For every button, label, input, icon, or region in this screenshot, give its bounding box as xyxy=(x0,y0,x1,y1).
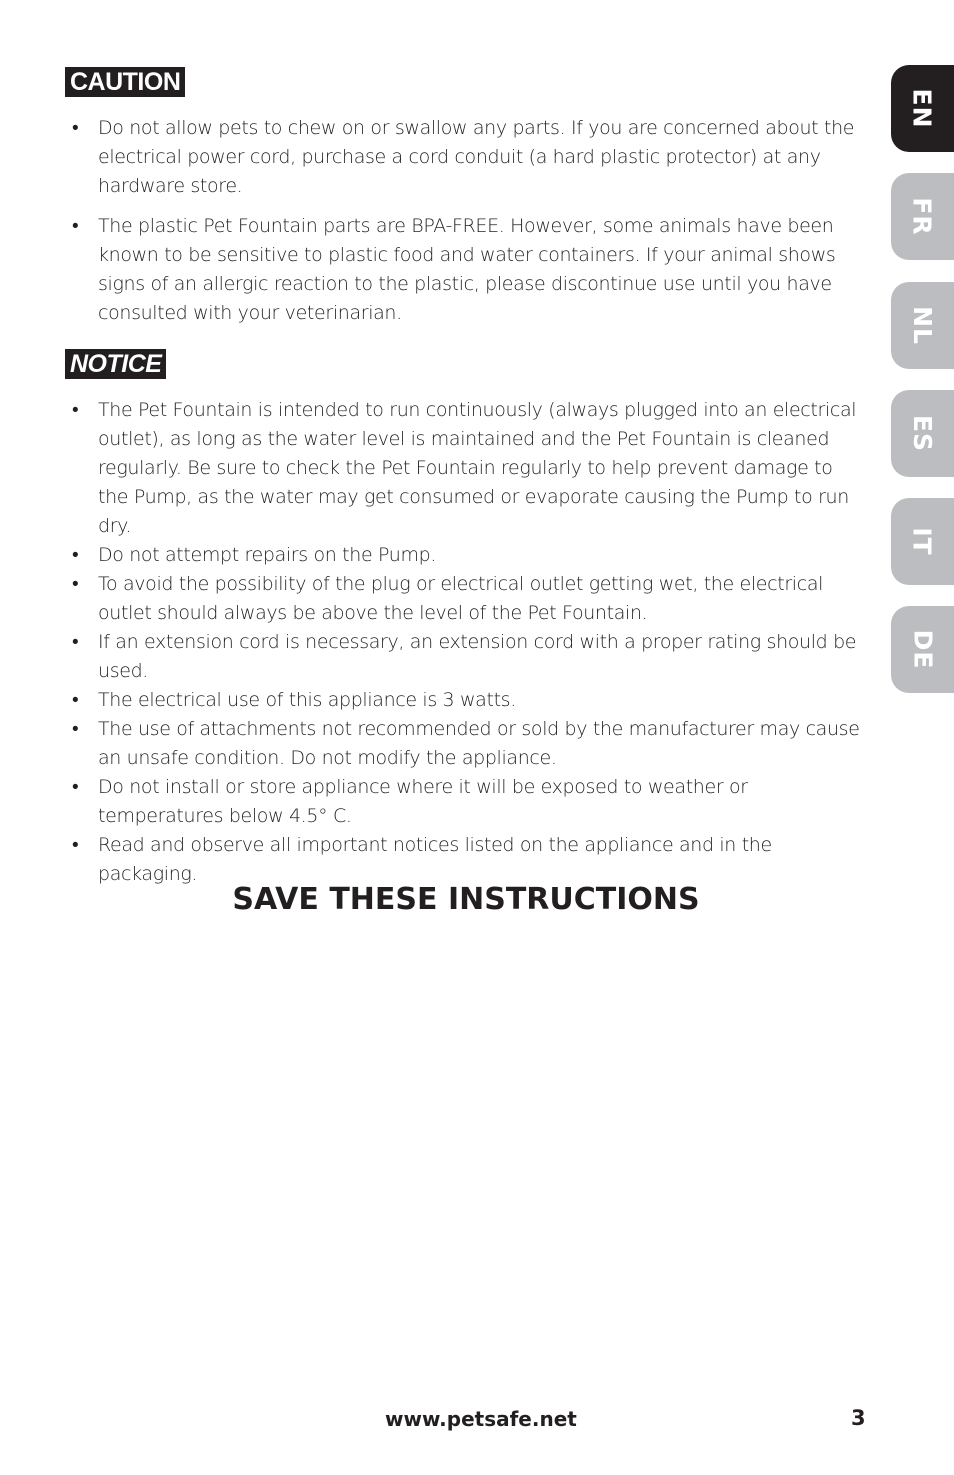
list-item xyxy=(70,541,865,570)
bullet-icon: • xyxy=(72,117,79,139)
footer-url: www.petsafe.net xyxy=(385,1407,577,1431)
tab-language-de[interactable] xyxy=(891,606,954,693)
tab-language-es[interactable] xyxy=(891,390,954,477)
list-item xyxy=(70,773,865,831)
tab-label: EN xyxy=(907,88,937,129)
tab-label: NL xyxy=(907,306,937,345)
bullet-icon: • xyxy=(72,689,79,711)
list-item-text: Do not install or store appliance where it will be exposed to weather or temperatures below 4.5° C. xyxy=(98,776,748,827)
list-item xyxy=(70,831,865,889)
tab-language-fr[interactable] xyxy=(891,173,954,260)
list-item-text: Do not attempt repairs on the Pump. xyxy=(98,544,437,566)
bullet-icon: • xyxy=(72,776,79,798)
list-item xyxy=(70,628,865,686)
list-item-text: Do not allow pets to chew on or swallow any parts. If you are concerned about the electrical power cord, purchase a cord conduit (a hard plastic protector) at any hardware store. xyxy=(98,117,855,197)
tab-language-nl[interactable] xyxy=(891,282,954,369)
tab-label: IT xyxy=(907,527,937,556)
tab-label: DE xyxy=(908,629,937,670)
caution-list xyxy=(70,114,865,339)
bullet-icon: • xyxy=(72,399,79,421)
list-item-text: The use of attachments not recommended or sold by the manufacturer may cause an unsafe condition. Do not modify the appliance. xyxy=(98,718,860,769)
tab-label: FR xyxy=(907,197,937,236)
list-item xyxy=(70,686,865,715)
notice-label: NOTICE xyxy=(65,349,166,379)
bullet-icon: • xyxy=(72,573,79,595)
list-item xyxy=(70,715,865,773)
bullet-icon: • xyxy=(72,544,79,566)
list-item xyxy=(70,212,865,328)
list-item-text: The plastic Pet Fountain parts are BPA-FREE. However, some animals have been known to be sensitive to plastic food and water containers. If your animal shows signs of an allergic reaction to the plastic, please discontinue use until you have consulted with your veterinarian. xyxy=(98,215,836,324)
save-instructions-heading: SAVE THESE INSTRUCTIONS xyxy=(232,882,700,917)
list-item-text: If an extension cord is necessary, an extension cord with a proper rating should be used. xyxy=(98,631,857,682)
list-item-text: The electrical use of this appliance is 3 watts. xyxy=(98,689,516,711)
caution-label: CAUTION xyxy=(65,67,185,97)
list-item-text: To avoid the possibility of the plug or electrical outlet getting wet, the electrical outlet should always be above the level of the Pet Fountain. xyxy=(98,573,824,624)
page-number: 3 xyxy=(851,1406,866,1430)
list-item xyxy=(70,570,865,628)
tab-language-en[interactable] xyxy=(891,65,954,152)
tab-language-it[interactable] xyxy=(891,498,954,585)
list-item xyxy=(70,114,865,201)
bullet-icon: • xyxy=(72,631,79,653)
list-item-text: Read and observe all important notices listed on the appliance and in the packaging. xyxy=(98,834,772,885)
bullet-icon: • xyxy=(72,718,79,740)
list-item-text: The Pet Fountain is intended to run continuously (always plugged into an electrical outlet), as long as the water level is maintained and the Pet Fountain is cleaned regularly. Be sure to check the Pet Fountain regularly to help prevent damage to the Pump, as the water may get consumed or evaporate causing the Pump to run dry. xyxy=(98,399,857,537)
bullet-icon: • xyxy=(72,215,79,237)
tab-label: ES xyxy=(908,414,937,453)
list-item xyxy=(70,396,865,541)
notice-list xyxy=(70,396,865,889)
bullet-icon: • xyxy=(72,834,79,856)
